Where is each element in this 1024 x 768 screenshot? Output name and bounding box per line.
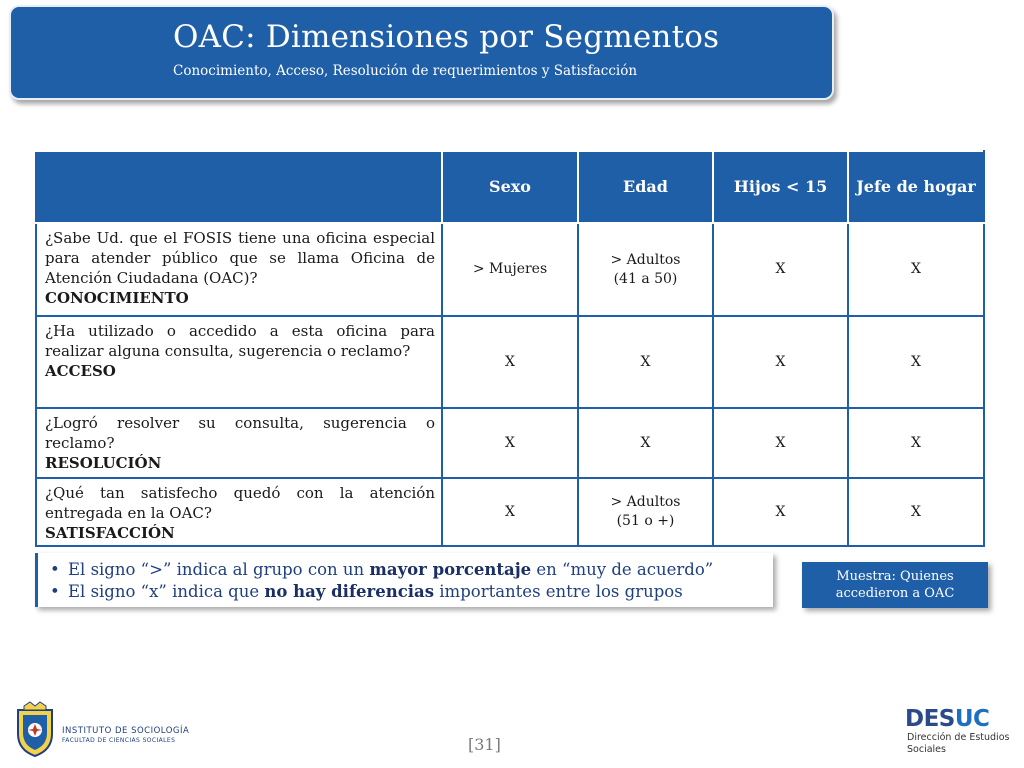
note-item bbox=[68, 581, 773, 603]
question-tag: ACCESO bbox=[45, 362, 116, 380]
cell-edad bbox=[578, 223, 713, 316]
question-tag: SATISFACCIÓN bbox=[45, 524, 175, 542]
note-bold: no hay diferencias bbox=[264, 582, 435, 601]
note-item bbox=[68, 559, 773, 581]
cell-hijos: X bbox=[713, 316, 848, 408]
question-cell bbox=[36, 478, 442, 546]
university-crest-icon bbox=[14, 700, 56, 758]
notes-list bbox=[38, 553, 773, 603]
note-text: en “muy de acuerdo” bbox=[531, 560, 714, 579]
table-row bbox=[36, 316, 984, 408]
cell-hijos: X bbox=[713, 478, 848, 546]
cell-edad bbox=[578, 478, 713, 546]
cell-jefe: X bbox=[848, 223, 984, 316]
header-blank bbox=[36, 151, 442, 223]
cell-edad-text: > Adultos (41 a 50) bbox=[610, 251, 681, 287]
question-cell bbox=[36, 316, 442, 408]
institute-name: INSTITUTO DE SOCIOLOGÍA bbox=[62, 726, 190, 736]
page-number: [31] bbox=[468, 735, 501, 754]
cell-jefe: X bbox=[848, 478, 984, 546]
note-text: El signo “>” indica al grupo con un bbox=[68, 560, 370, 579]
desuc-subtitle: Dirección de Estudios Sociales bbox=[907, 732, 1010, 755]
header-jefe-hogar: Jefe de hogar bbox=[848, 151, 984, 223]
note-bold: mayor porcentaje bbox=[369, 560, 532, 579]
desuc-logo bbox=[905, 706, 1015, 762]
segments-table bbox=[35, 150, 985, 547]
cell-sexo: X bbox=[442, 408, 578, 478]
cell-hijos: X bbox=[713, 223, 848, 316]
header-sexo: Sexo bbox=[442, 151, 578, 223]
question-tag: CONOCIMIENTO bbox=[45, 289, 189, 307]
table-header-row bbox=[36, 151, 984, 223]
question-cell bbox=[36, 223, 442, 316]
table-row bbox=[36, 478, 984, 546]
cell-hijos: X bbox=[713, 408, 848, 478]
sample-box bbox=[802, 562, 988, 608]
sample-text: Muestra: Quienes accedieron a OAC bbox=[835, 569, 955, 601]
cell-edad: X bbox=[578, 408, 713, 478]
cell-edad-text: > Adultos (51 o +) bbox=[610, 494, 681, 529]
question-text: ¿Sabe Ud. que el FOSIS tiene una oficina especial para atender público que se llama Oficina de Atención Ciudadana (OAC)? bbox=[45, 229, 435, 287]
desuc-part1: DES bbox=[905, 706, 955, 732]
note-text: El signo “x” indica que bbox=[68, 582, 265, 601]
table-row bbox=[36, 408, 984, 478]
cell-jefe: X bbox=[848, 316, 984, 408]
desuc-part2: UC bbox=[954, 706, 990, 732]
cell-sexo: X bbox=[442, 316, 578, 408]
notes-box bbox=[35, 553, 773, 607]
question-text: ¿Ha utilizado o accedido a esta oficina para realizar alguna consulta, sugerencia o reclamo? bbox=[45, 322, 435, 360]
cell-sexo: X bbox=[442, 478, 578, 546]
cell-edad: X bbox=[578, 316, 713, 408]
desuc-wordmark bbox=[905, 706, 989, 732]
institute-logo bbox=[14, 700, 194, 760]
note-text: importantes entre los grupos bbox=[434, 582, 683, 601]
header-edad: Edad bbox=[578, 151, 713, 223]
title-banner bbox=[9, 5, 834, 100]
question-tag: RESOLUCIÓN bbox=[45, 454, 162, 472]
question-text: ¿Logró resolver su consulta, sugerencia o reclamo? bbox=[45, 414, 435, 452]
faculty-name: FACULTAD DE CIENCIAS SOCIALES bbox=[62, 737, 176, 744]
header-hijos: Hijos < 15 bbox=[713, 151, 848, 223]
page-title: OAC: Dimensiones por Segmentos bbox=[173, 19, 720, 55]
table-row bbox=[36, 223, 984, 316]
question-cell bbox=[36, 408, 442, 478]
cell-sexo: > Mujeres bbox=[442, 223, 578, 316]
page-subtitle: Conocimiento, Acceso, Resolución de requerimientos y Satisfacción bbox=[173, 63, 638, 79]
question-text: ¿Qué tan satisfecho quedó con la atención entregada en la OAC? bbox=[45, 484, 435, 522]
cell-jefe: X bbox=[848, 408, 984, 478]
